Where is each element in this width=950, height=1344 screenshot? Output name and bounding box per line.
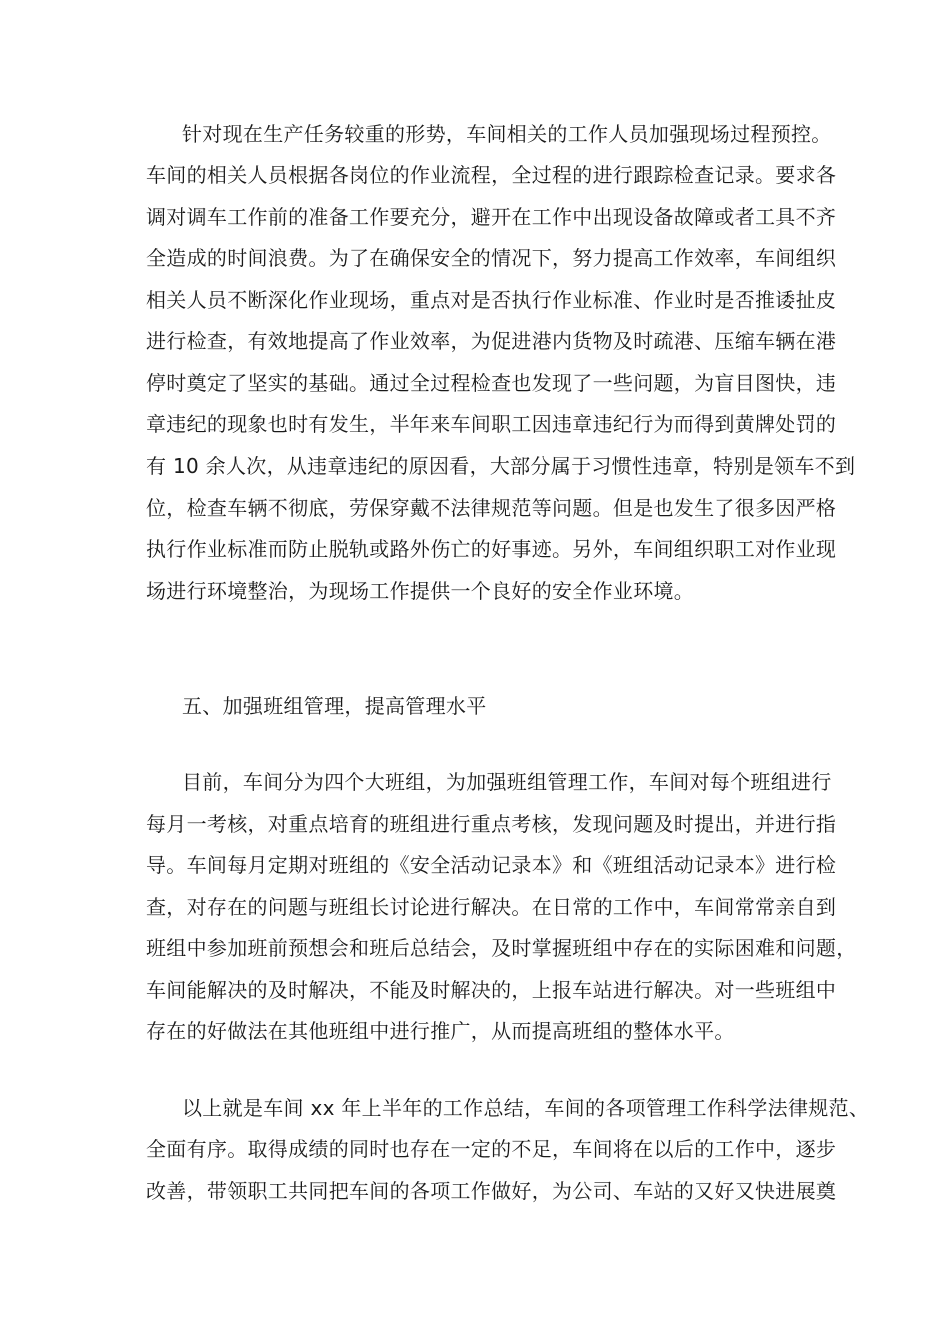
- section-heading: 五、加强班组管理，提高管理水平: [182, 694, 487, 718]
- paragraph-line: 针对现在生产任务较重的形势，车间相关的工作人员加强现场过程预控。: [182, 122, 832, 146]
- paragraph-line: 目前，车间分为四个大班组，为加强班组管理工作，车间对每个班组进行: [182, 770, 832, 794]
- paragraph-line: 查，对存在的问题与班组长讨论进行解决。在日常的工作中，车间常常亲自到: [146, 895, 837, 919]
- paragraph-line: 进行检查，有效地提高了作业效率，为促进港内货物及时疏港、压缩车辆在港: [146, 329, 837, 353]
- paragraph-line: 位，检查车辆不彻底，劳保穿戴不法律规范等问题。但是也发生了很多因严格: [146, 496, 837, 520]
- paragraph-line: 每月一考核，对重点培育的班组进行重点考核，发现问题及时提出，并进行指: [146, 812, 837, 836]
- paragraph-line: 停时奠定了坚实的基础。通过全过程检查也发现了一些问题，为盲目图快，违: [146, 371, 837, 395]
- paragraph-line: 章违纪的现象也时有发生，半年来车间职工因违章违纪行为而得到黄牌处罚的: [146, 412, 837, 436]
- paragraph-line: 车间的相关人员根据各岗位的作业流程，全过程的进行跟踪检查记录。要求各: [146, 163, 837, 187]
- paragraph-line: 有 10 余人次，从违章违纪的原因看，大部分属于习惯性违章，特别是领车不到: [146, 454, 856, 478]
- paragraph-line: 班组中参加班前预想会和班后总结会，及时掌握班组中存在的实际困难和问题，: [146, 936, 857, 960]
- paragraph-line: 场进行环境整治，为现场工作提供一个良好的安全作业环境。: [146, 579, 695, 603]
- paragraph-line: 调对调车工作前的准备工作要充分，避开在工作中出现设备故障或者工具不齐: [146, 205, 837, 229]
- paragraph-line: 改善，带领职工共同把车间的各项工作做好，为公司、车站的又好又快进展奠: [146, 1179, 837, 1203]
- paragraph-line: 导。车间每月定期对班组的《安全活动记录本》和《班组活动记录本》进行检: [146, 853, 837, 877]
- paragraph-line: 全面有序。取得成绩的同时也存在一定的不足，车间将在以后的工作中，逐步: [146, 1137, 837, 1161]
- paragraph-line: 车间能解决的及时解决，不能及时解决的，上报车站进行解决。对一些班组中: [146, 978, 837, 1002]
- paragraph-line: 执行作业标准而防止脱轨或路外伤亡的好事迹。另外，车间组织职工对作业现: [146, 537, 837, 561]
- paragraph-line: 存在的好做法在其他班组中进行推广，从而提高班组的整体水平。: [146, 1019, 735, 1043]
- paragraph-line: 全造成的时间浪费。为了在确保安全的情况下，努力提高工作效率，车间组织: [146, 246, 837, 270]
- paragraph-line: 以上就是车间 xx 年上半年的工作总结，车间的各项管理工作科学法律规范、: [182, 1096, 870, 1120]
- paragraph-line: 相关人员不断深化作业现场，重点对是否执行作业标准、作业时是否推诿扯皮: [146, 288, 837, 312]
